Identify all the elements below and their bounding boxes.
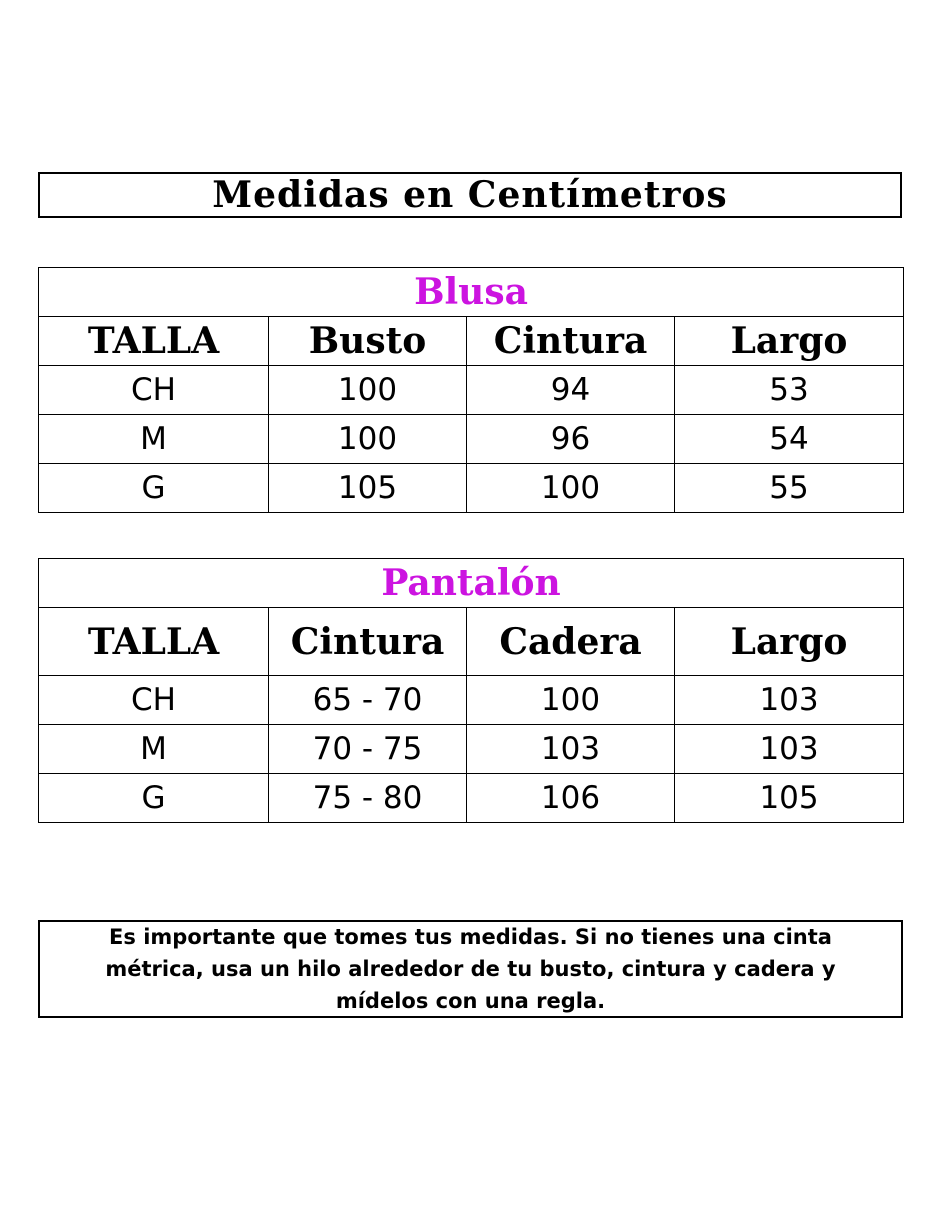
table-row xyxy=(39,366,904,415)
size-cell: M xyxy=(39,415,269,464)
blusa-caption: Blusa xyxy=(39,268,904,317)
table-row xyxy=(39,676,904,725)
pantalon-header-largo: Largo xyxy=(675,608,904,676)
value-cell: 100 xyxy=(269,415,467,464)
value-cell: 106 xyxy=(467,774,675,823)
value-cell: 105 xyxy=(675,774,904,823)
blusa-header-cintura: Cintura xyxy=(467,317,675,366)
table-row xyxy=(39,415,904,464)
size-cell: CH xyxy=(39,676,269,725)
value-cell: 100 xyxy=(467,676,675,725)
value-cell: 70 - 75 xyxy=(269,725,467,774)
value-cell: 100 xyxy=(467,464,675,513)
pantalon-size-table xyxy=(38,558,904,823)
page-title: Medidas en Centímetros xyxy=(38,172,902,218)
blusa-header-talla: TALLA xyxy=(39,317,269,366)
value-cell: 53 xyxy=(675,366,904,415)
pantalon-header-cintura: Cintura xyxy=(269,608,467,676)
value-cell: 100 xyxy=(269,366,467,415)
blusa-size-table xyxy=(38,267,904,513)
value-cell: 94 xyxy=(467,366,675,415)
size-cell: CH xyxy=(39,366,269,415)
value-cell: 65 - 70 xyxy=(269,676,467,725)
table-row xyxy=(39,464,904,513)
size-cell: M xyxy=(39,725,269,774)
size-cell: G xyxy=(39,464,269,513)
measurement-note: Es importante que tomes tus medidas. Si no tienes una cinta métrica, usa un hilo alrededor de tu busto, cintura y cadera y mídelos con una regla. xyxy=(38,920,903,1018)
pantalon-caption: Pantalón xyxy=(39,559,904,608)
value-cell: 103 xyxy=(675,725,904,774)
value-cell: 54 xyxy=(675,415,904,464)
value-cell: 103 xyxy=(467,725,675,774)
value-cell: 96 xyxy=(467,415,675,464)
table-row xyxy=(39,725,904,774)
value-cell: 105 xyxy=(269,464,467,513)
size-cell: G xyxy=(39,774,269,823)
value-cell: 103 xyxy=(675,676,904,725)
blusa-header-largo: Largo xyxy=(675,317,904,366)
pantalon-header-cadera: Cadera xyxy=(467,608,675,676)
pantalon-header-talla: TALLA xyxy=(39,608,269,676)
table-row xyxy=(39,774,904,823)
value-cell: 75 - 80 xyxy=(269,774,467,823)
value-cell: 55 xyxy=(675,464,904,513)
blusa-header-busto: Busto xyxy=(269,317,467,366)
